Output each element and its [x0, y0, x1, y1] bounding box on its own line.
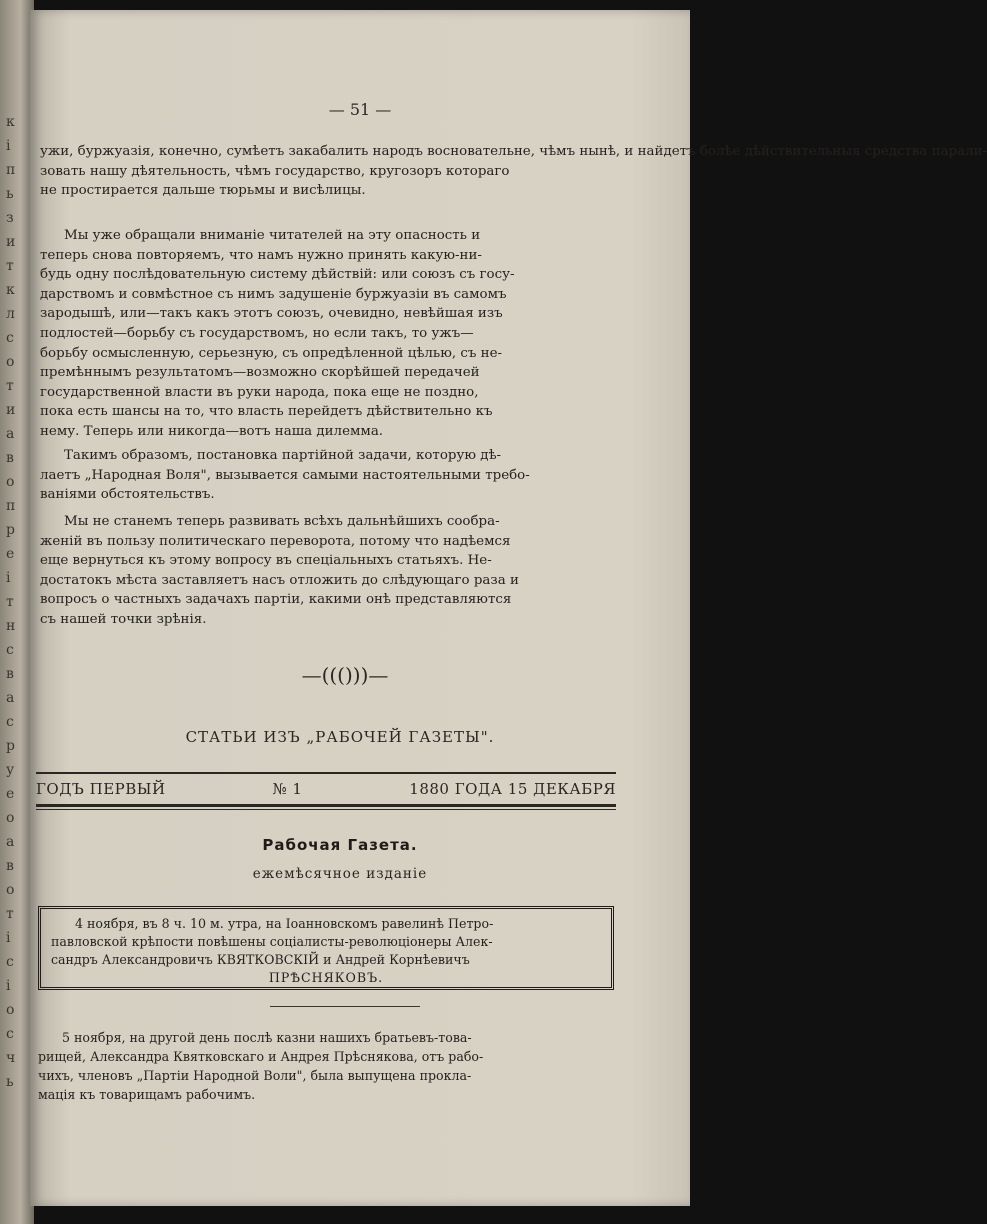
- text-line: Такимъ образомъ, постановка партійной задачи, которую дѣ-: [64, 448, 502, 463]
- text-line: зародышѣ, или—такъ какъ этотъ союзъ, очевидно, невѣйшая изъ: [40, 306, 503, 322]
- text-line: 5 ноября, на другой день послѣ казни нашихъ братьевъ-това-: [62, 1030, 472, 1045]
- margin-char: с: [6, 642, 14, 658]
- text-line: Мы уже обращали вниманіе читателей на эту опасность и: [64, 228, 481, 243]
- text-line: ужи, буржуазія, конечно, сумѣетъ закабалить народъ восновательне, чѣмъ нынѣ, и найдетъ болѣе дѣйствительныя средства парали-: [40, 144, 987, 159]
- margin-char: і: [6, 978, 11, 994]
- text-line: еще вернуться къ этому вопросу въ спеціальныхъ статьяхъ. Не-: [40, 553, 492, 569]
- paragraph-3: [40, 446, 622, 505]
- text-line: мація къ товарищамъ рабочимъ.: [38, 1087, 256, 1102]
- margin-char: в: [6, 858, 14, 874]
- text-line: лаетъ „Народная Воля", вызывается самыми настоятельными требо-: [40, 467, 530, 483]
- margin-char: ь: [6, 1074, 14, 1090]
- paragraph-4: [40, 512, 622, 630]
- margin-char: р: [6, 738, 15, 754]
- page-number: — 51 —: [328, 100, 392, 119]
- margin-char: а: [6, 426, 15, 442]
- margin-char: ь: [6, 186, 14, 202]
- margin-char: а: [6, 690, 15, 706]
- margin-char: т: [6, 906, 14, 922]
- text-line: нему. Теперь или никогда—вотъ наша дилемма.: [40, 423, 384, 439]
- margin-char: и: [6, 234, 16, 250]
- margin-char: і: [6, 570, 11, 586]
- paragraph-2: [40, 226, 622, 442]
- margin-char: о: [6, 474, 15, 490]
- masthead-bottom-rule: [36, 804, 616, 807]
- text-line: рищей, Александра Квятковскаго и Андрея Прѣснякова, отъ рабо-: [38, 1049, 484, 1064]
- masthead-issue: № 1: [272, 780, 303, 798]
- text-line: достатокъ мѣста заставляетъ насъ отложить до слѣдующаго раза и: [40, 572, 519, 588]
- section-heading: СТАТЬИ ИЗЪ „РАБОЧЕЙ ГАЗЕТЫ".: [185, 728, 495, 746]
- margin-char: о: [6, 354, 15, 370]
- margin-char: л: [6, 306, 15, 322]
- newspaper-title: Рабочая Газета.: [262, 836, 418, 854]
- margin-char: т: [6, 594, 14, 610]
- margin-char: т: [6, 258, 14, 274]
- text-line: женій въ пользу политическаго переворота, потому что надѣемся: [40, 533, 511, 549]
- margin-char: с: [6, 714, 14, 730]
- text-line: ваніями обстоятельствъ.: [40, 487, 215, 503]
- document-page: [30, 10, 987, 1206]
- ornament-divider: —((()))—: [301, 663, 389, 687]
- text-line: Мы не станемъ теперь развивать всѣхъ дальнѣйшихъ сообра-: [64, 514, 500, 529]
- margin-char: о: [6, 882, 15, 898]
- margin-char: е: [6, 786, 15, 802]
- margin-char: ч: [6, 1050, 16, 1066]
- margin-char: т: [6, 378, 14, 394]
- text-line: государственной власти въ руки народа, пока еще не поздно,: [40, 384, 479, 400]
- margin-char: і: [6, 138, 11, 154]
- closing-paragraph: [38, 1028, 614, 1104]
- text-line: не простирается дальше тюрьмы и висѣлицы.: [40, 183, 366, 199]
- notice-names-line: ПРѢСНЯКОВЪ.: [268, 970, 384, 985]
- previous-page-margin-text: [6, 110, 30, 1094]
- separator-rule: [270, 1006, 420, 1007]
- notice-line: сандръ Александровичъ КВЯТКОВСКІЙ и Андрей Корнѣевичъ: [51, 952, 470, 967]
- notice-line: павловской крѣпости повѣшены соціалисты-революціонеры Алек-: [51, 934, 493, 949]
- margin-char: в: [6, 450, 14, 466]
- margin-char: п: [6, 162, 16, 178]
- margin-char: к: [6, 114, 15, 130]
- newspaper-subtitle: ежемѣсячное изданіе: [252, 866, 428, 882]
- margin-char: у: [6, 762, 15, 778]
- masthead-top-rule: [36, 772, 616, 774]
- margin-char: с: [6, 954, 14, 970]
- margin-char: с: [6, 330, 14, 346]
- margin-char: і: [6, 930, 11, 946]
- text-line: чихъ, членовъ „Партіи Народной Воли", была выпущена прокла-: [38, 1068, 472, 1083]
- text-line: пока есть шансы на то, что власть перейдетъ дѣйствительно къ: [40, 404, 493, 420]
- text-line: съ нашей точки зрѣнія.: [40, 611, 207, 627]
- margin-char: с: [6, 1026, 14, 1042]
- execution-notice-box: [38, 906, 614, 990]
- masthead-year: ГОДЪ ПЕРВЫЙ: [36, 780, 166, 798]
- margin-char: к: [6, 282, 15, 298]
- margin-char: н: [6, 618, 16, 634]
- text-line: вопросъ о частныхъ задачахъ партіи, какими онѣ представляются: [40, 592, 512, 608]
- text-line: будь одну послѣдовательную систему дѣйствій: или союзъ съ госу-: [40, 267, 515, 283]
- text-line: зовать нашу дѣятельность, чѣмъ государство, кругозоръ котораго: [40, 163, 510, 179]
- text-line: теперь снова повторяемъ, что намъ нужно принять какую-ни-: [40, 247, 482, 263]
- text-line: борьбу осмысленную, серьезную, съ опредѣленной цѣлью, съ не-: [40, 345, 503, 361]
- margin-char: е: [6, 546, 15, 562]
- margin-char: о: [6, 810, 15, 826]
- notice-line: 4 ноября, въ 8 ч. 10 м. утра, на Іоанновскомъ равелинѣ Петро-: [75, 916, 494, 931]
- paragraph-1: [40, 142, 987, 201]
- margin-char: о: [6, 1002, 15, 1018]
- margin-char: в: [6, 666, 14, 682]
- text-line: дарствомъ и совмѣстное съ нимъ задушеніе буржуазіи въ самомъ: [40, 286, 507, 302]
- masthead-date: 1880 ГОДА 15 ДЕКАБРЯ: [409, 780, 616, 798]
- text-line: подлостей—борьбу съ государствомъ, но если такъ, то ужъ—: [40, 325, 474, 341]
- masthead-bottom-rule-thin: [36, 809, 616, 810]
- margin-char: а: [6, 834, 15, 850]
- text-line: премѣннымъ результатомъ—возможно скорѣйшей передачей: [40, 365, 480, 381]
- masthead: [36, 780, 616, 798]
- margin-char: р: [6, 522, 15, 538]
- margin-char: з: [6, 210, 14, 226]
- previous-page-edge: [0, 0, 34, 1224]
- margin-char: и: [6, 402, 16, 418]
- margin-char: п: [6, 498, 16, 514]
